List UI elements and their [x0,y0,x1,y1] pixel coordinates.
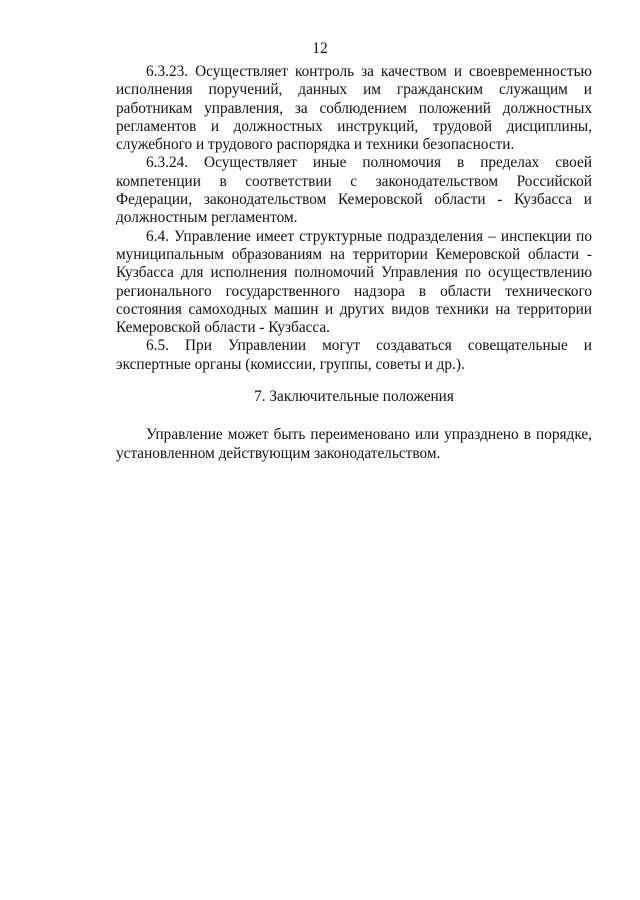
paragraph-7-final: Управление может быть переименовано или упразднено в порядке, установленном действующим законодательством. [116,426,592,462]
page-number: 12 [312,40,328,57]
section-heading-7: 7. Заключительные положения [254,388,454,406]
paragraph-6-5: 6.5. При Управлении могут создаваться совещательные и экспертные органы (комиссии, группы, советы и др.). [116,337,592,373]
paragraph-6-3-24: 6.3.24. Осуществляет иные полномочия в пределах своей компетенции в соответствии с законодательством Российской Федерации, законодательством Кемеровской области - Кузбасса и должностным регламентом. [116,154,592,227]
paragraph-6-3-23: 6.3.23. Осуществляет контроль за качеством и своевременностью исполнения поручений, данных им гражданским служащим и работникам управления, за соблюдением положений должностных регламентов и должностных инструкций, трудовой дисциплины, служебного и трудового распорядка и техники безопасности. [116,63,592,154]
paragraph-6-4: 6.4. Управление имеет структурные подразделения – инспекции по муниципальным образованиям на территории Кемеровской области - Кузбасса для исполнения полномочий Управления по осуществлению регионального государственного надзора в области технического состояния самоходных машин и других видов техники на территории Кемеровской области - Кузбасса. [116,227,592,337]
document-body [116,63,592,463]
